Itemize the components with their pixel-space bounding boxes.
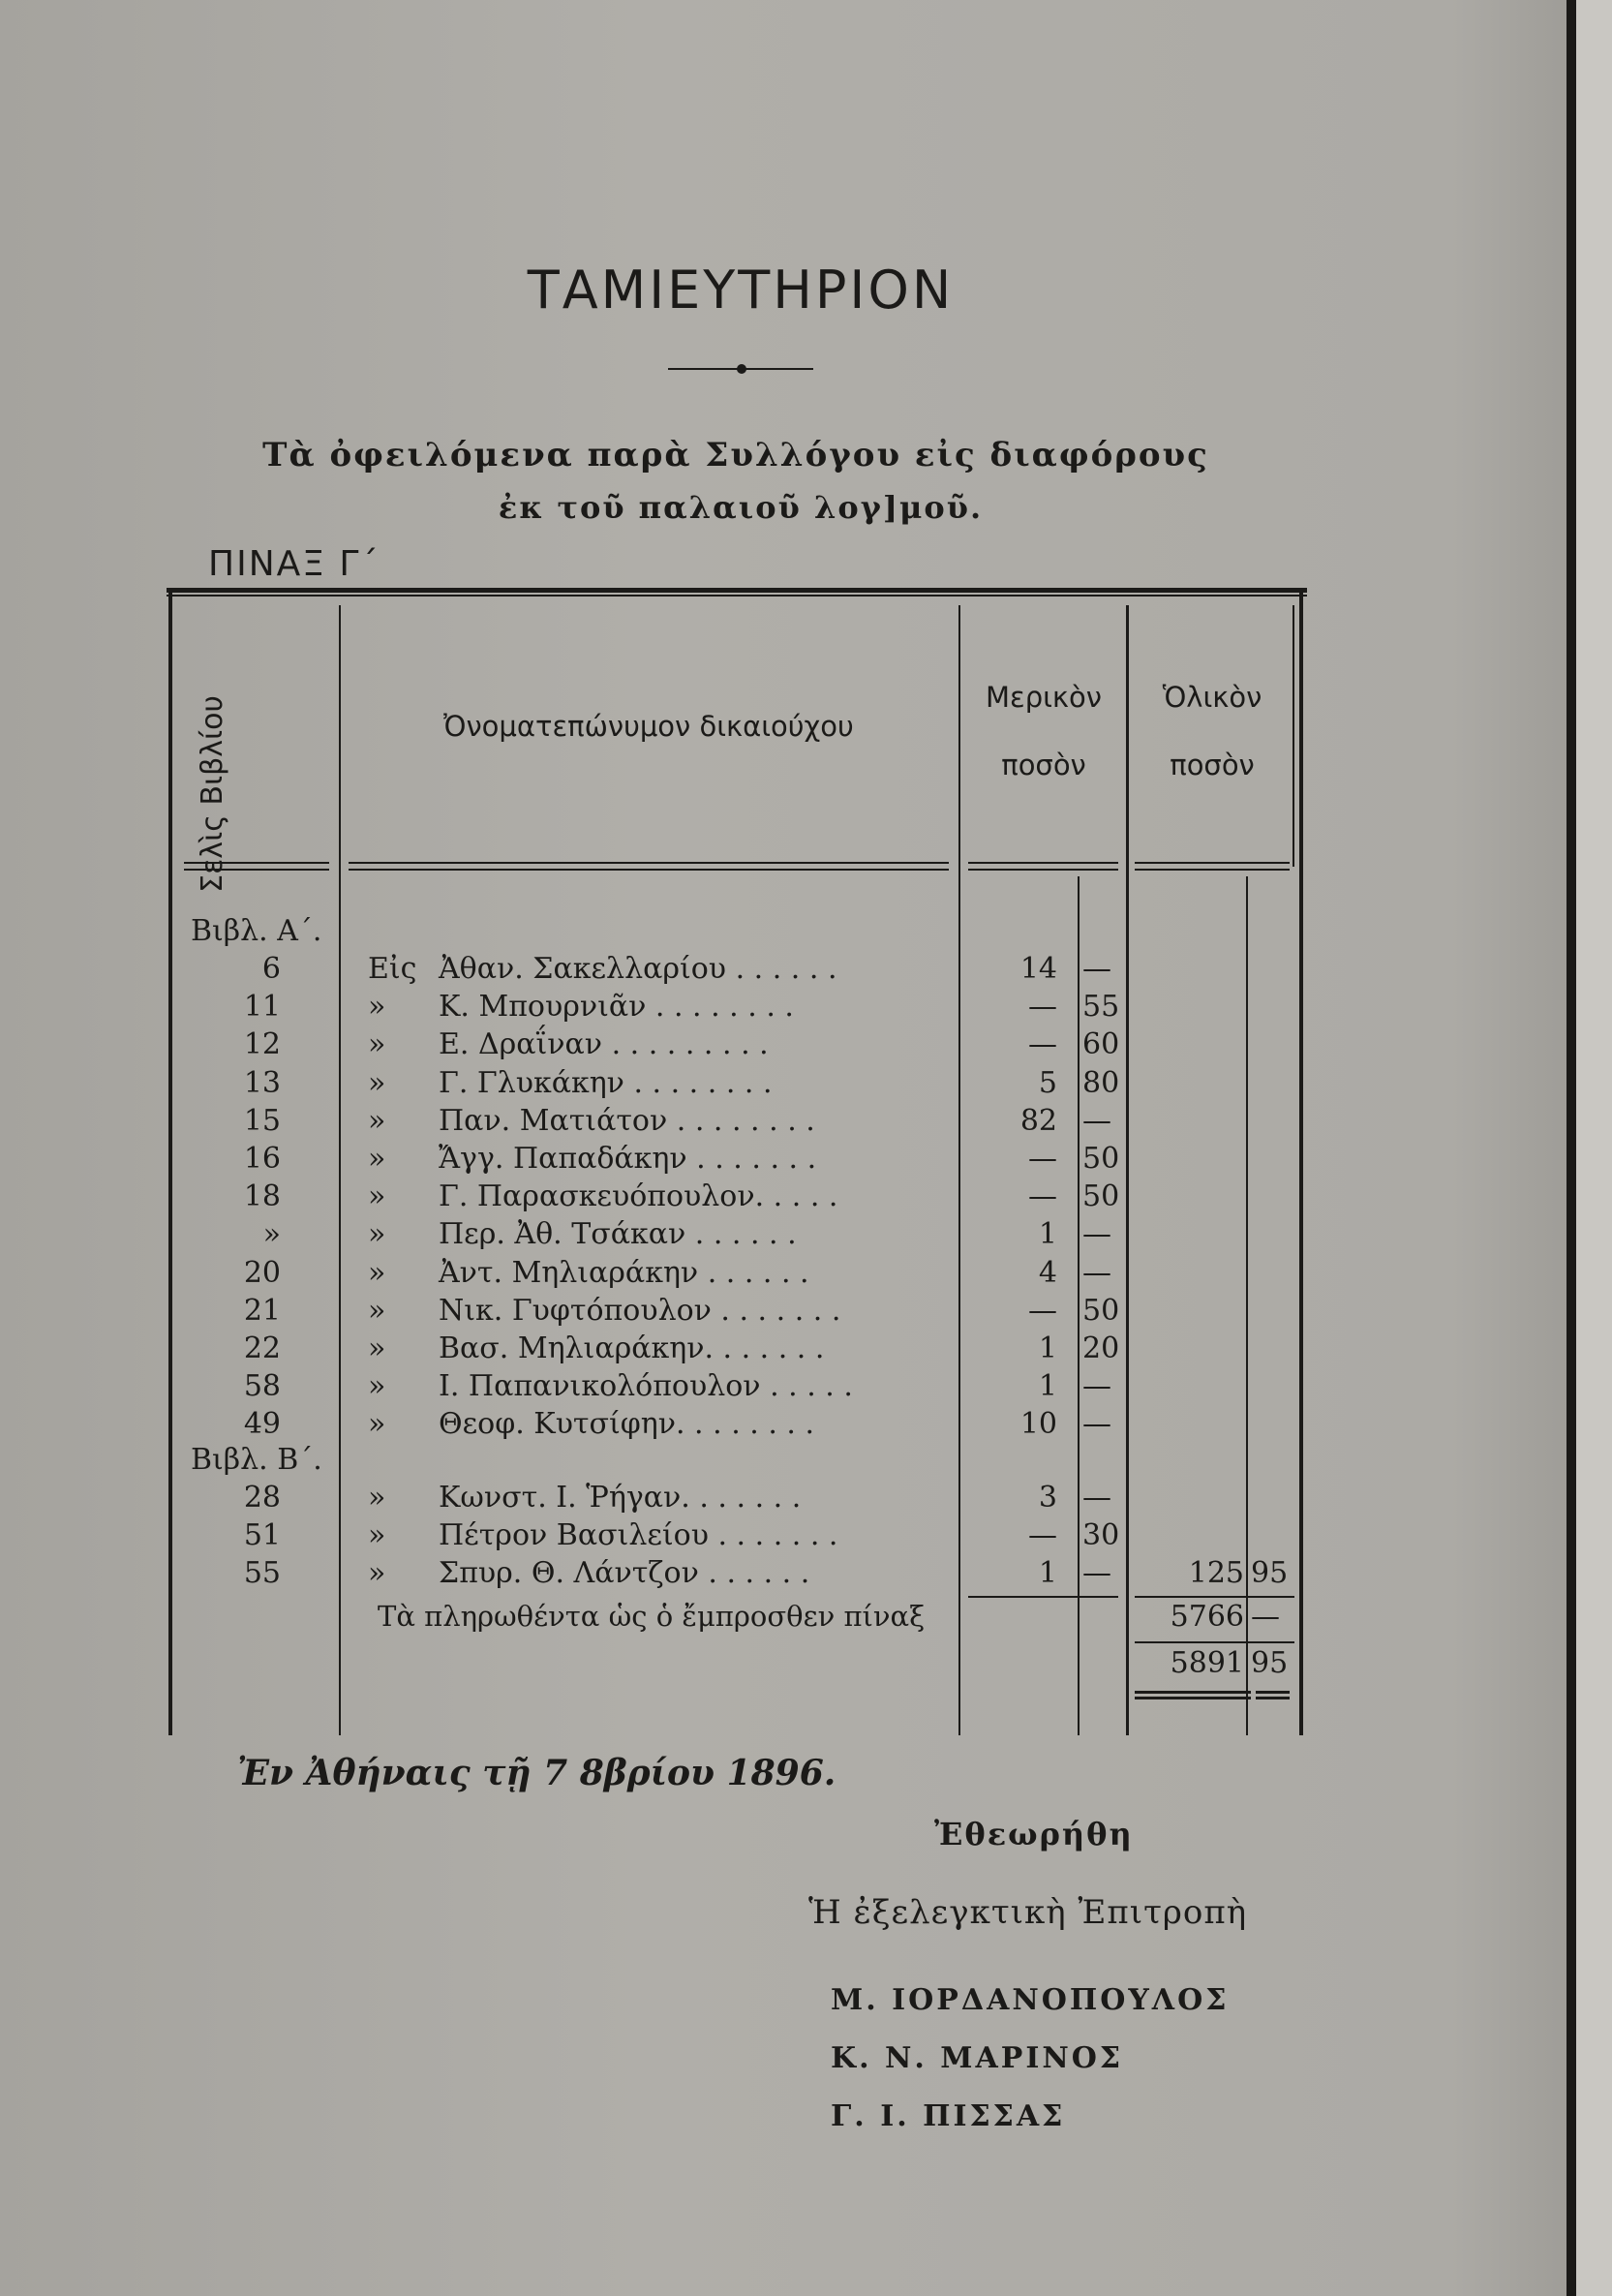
row-partial-dec: — [1082, 1103, 1111, 1138]
row-page: 12 [243, 1027, 281, 1062]
row-name: Θεοφ. Κυτσίφην. . . . . . . . [439, 1407, 815, 1442]
heading-line-1: Τὰ ὀφειλόμενα παρὰ Συλλόγου εἰς διαφόρους [262, 436, 1209, 475]
row-page: 58 [243, 1369, 281, 1404]
signature-3: Γ. Ι. ΠΙΣΣΑΣ [831, 2099, 1066, 2133]
row-mark: » [368, 1142, 386, 1176]
row-partial-int: 14 [1019, 952, 1057, 986]
table-row [0, 1369, 1612, 1407]
row-page: 49 [243, 1407, 281, 1442]
table-row [0, 1518, 1612, 1556]
table-row [0, 1294, 1612, 1332]
table-label: ΠΙΝΑΞ Γ΄ [208, 544, 380, 584]
row-name: Γ. Παρασκευόπουλον. . . . . [439, 1179, 838, 1214]
section-label-b: Βιβλ. Β΄. [191, 1443, 322, 1477]
table-row [0, 1027, 1612, 1065]
ornament-dot [737, 364, 746, 374]
row-partial-int: — [1028, 1179, 1057, 1214]
table-row [0, 1066, 1612, 1104]
heading-line-2: ἐκ τοῦ παλαιοῦ λογ]μοῦ. [498, 489, 984, 526]
row-partial-dec: 80 [1082, 1065, 1120, 1100]
row-partial-dec: 50 [1082, 1142, 1120, 1176]
row-mark: » [368, 1407, 386, 1442]
summary-label: Τὰ πληρωθέντα ὡς ὁ ἔμπροσθεν πίναξ [378, 1600, 926, 1633]
row-total-int: 125 [1188, 1556, 1244, 1590]
row-partial-dec: 55 [1082, 990, 1120, 1025]
table-row [0, 1142, 1612, 1179]
row-name: Γ. Γλυκάκην . . . . . . . . [439, 1065, 773, 1100]
row-mark: » [368, 1217, 386, 1252]
row-name: Νικ. Γυφτόπουλον . . . . . . . [439, 1293, 841, 1328]
table-row [0, 1556, 1612, 1594]
document-title: ΤΑΜΙΕΥΤΗΡΙΟΝ [527, 260, 955, 321]
header-partial-line1: Μερικὸν [986, 681, 1102, 714]
row-mark: » [368, 1103, 386, 1138]
grand-total-int: 5891 [1170, 1646, 1244, 1680]
row-page: 20 [243, 1255, 281, 1290]
table-row [0, 1104, 1612, 1142]
row-mark: » [368, 1481, 386, 1515]
row-mark: » [368, 1293, 386, 1328]
row-partial-dec: 20 [1082, 1332, 1120, 1365]
row-partial-int: — [1028, 1518, 1057, 1552]
row-mark: Εἰς [368, 952, 417, 986]
row-page: 11 [243, 990, 281, 1025]
row-name: Παν. Ματιάτον . . . . . . . . [439, 1103, 815, 1138]
row-name: Ἀντ. Μηλιαράκην . . . . . . [439, 1255, 809, 1290]
row-name: Κ. Μπουρνιᾶν . . . . . . . . [439, 990, 794, 1025]
row-name: Σπυρ. Θ. Λάντζον . . . . . . [439, 1556, 810, 1590]
row-total-dec: 95 [1251, 1556, 1289, 1590]
row-partial-int: 10 [1019, 1407, 1057, 1442]
row-page: 55 [243, 1556, 281, 1590]
row-partial-dec: — [1082, 1407, 1111, 1442]
header-page-book: Σελὶς Βιβλίου [196, 695, 229, 893]
row-partial-dec: 60 [1082, 1027, 1120, 1062]
row-name: Βασ. Μηλιαράκην. . . . . . . [439, 1332, 825, 1365]
row-page: 51 [243, 1518, 281, 1552]
signature-2: Κ. Ν. ΜΑΡΙΝΟΣ [831, 2041, 1124, 2075]
table-row [0, 1332, 1612, 1369]
row-partial-int: — [1028, 1293, 1057, 1328]
table-row [0, 1407, 1612, 1445]
row-partial-dec: — [1082, 1556, 1111, 1590]
header-total-line2: ποσὸν [1170, 749, 1255, 781]
row-page: 28 [243, 1481, 281, 1515]
row-mark: » [368, 1255, 386, 1290]
row-partial-dec: — [1082, 1481, 1111, 1515]
row-partial-int: — [1028, 1142, 1057, 1176]
table-row [0, 1256, 1612, 1294]
row-partial-int: 5 [1038, 1065, 1057, 1100]
row-page: 16 [243, 1142, 281, 1176]
row-mark: » [368, 1369, 386, 1404]
row-mark: » [368, 1179, 386, 1214]
row-mark: » [368, 1065, 386, 1100]
row-name: Πέτρον Βασιλείου . . . . . . . [439, 1518, 838, 1552]
committee-label: Ἡ ἐξελεγκτικὴ Ἐπιτροπὴ [808, 1893, 1248, 1932]
grand-total-row [0, 1646, 1612, 1684]
row-name: Ι. Παπανικολόπουλον . . . . . [439, 1369, 853, 1404]
date-line: Ἐν Ἀθήναις τῇ 7 8βρίου 1896. [237, 1753, 836, 1793]
row-mark: » [368, 1027, 386, 1062]
row-mark: » [368, 1332, 386, 1365]
row-partial-dec: — [1082, 952, 1111, 986]
row-partial-dec: — [1082, 1255, 1111, 1290]
row-name: Ἀθαν. Σακελλαρίου . . . . . . [439, 952, 837, 986]
row-partial-dec: 30 [1082, 1518, 1120, 1552]
row-partial-dec: 50 [1082, 1179, 1120, 1214]
row-partial-int: — [1028, 990, 1057, 1025]
row-mark: » [368, 1556, 386, 1590]
row-page: 15 [243, 1103, 281, 1138]
row-page: 22 [243, 1332, 281, 1365]
row-page: 18 [243, 1179, 281, 1214]
table-row [0, 990, 1612, 1027]
table-row [0, 1481, 1612, 1518]
row-name: Περ. Ἀθ. Τσάκαν . . . . . . [439, 1217, 797, 1252]
header-name: Ὀνοματεπώνυμον δικαιούχου [443, 710, 854, 743]
row-name: Κωνστ. Ι. Ῥήγαν. . . . . . . [439, 1481, 802, 1515]
table-row [0, 1217, 1612, 1255]
row-partial-int: 4 [1038, 1255, 1057, 1290]
row-partial-int: 1 [1038, 1556, 1057, 1590]
header-partial-line2: ποσὸν [1001, 749, 1086, 781]
row-partial-dec: — [1082, 1217, 1111, 1252]
row-partial-int: 1 [1038, 1332, 1057, 1365]
row-partial-int: 3 [1038, 1481, 1057, 1515]
summary-total-dec: — [1251, 1600, 1280, 1634]
row-name: Ἄγγ. Παπαδάκην . . . . . . . [439, 1142, 817, 1176]
row-mark: » [368, 990, 386, 1025]
signature-1: Μ. ΙΟΡΔΑΝΟΠΟΥΛΟΣ [831, 1983, 1230, 2017]
row-mark: » [368, 1518, 386, 1552]
section-label-a: Βιβλ. Α΄. [191, 914, 322, 948]
row-partial-int: 1 [1038, 1369, 1057, 1404]
row-partial-dec: 50 [1082, 1293, 1120, 1328]
table-row [0, 1179, 1612, 1217]
row-name: Ε. Δραΐναν . . . . . . . . . [439, 1027, 769, 1062]
row-partial-int: 82 [1019, 1103, 1057, 1138]
row-partial-dec: — [1082, 1369, 1111, 1404]
grand-total-dec: 95 [1251, 1646, 1289, 1680]
summary-total-int: 5766 [1170, 1600, 1244, 1634]
table-row [0, 952, 1612, 990]
row-partial-int: — [1028, 1027, 1057, 1062]
row-partial-int: 1 [1038, 1217, 1057, 1252]
summary-row [0, 1600, 1612, 1638]
row-page: 6 [261, 952, 281, 986]
row-page: 21 [243, 1293, 281, 1328]
row-page: 13 [243, 1065, 281, 1100]
row-page: » [262, 1217, 281, 1252]
seen-label: Ἐθεωρήθη [934, 1816, 1134, 1852]
header-total-line1: Ὁλικὸν [1162, 681, 1262, 714]
